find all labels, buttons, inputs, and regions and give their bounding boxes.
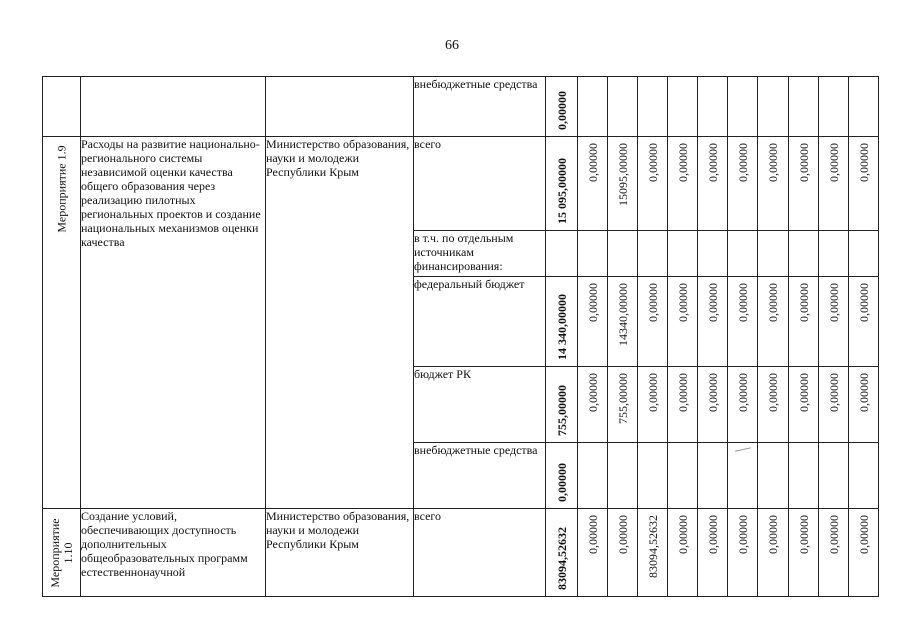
source-label: федеральный бюджет	[414, 277, 546, 367]
year-cell	[758, 231, 789, 277]
year-value: 0,00000	[856, 515, 871, 554]
source-label: внебюджетные средства	[414, 443, 546, 509]
source-label: внебюджетные средства	[414, 77, 546, 137]
year-cell	[819, 231, 849, 277]
year-cell	[819, 443, 849, 509]
year-value: 755,00000	[615, 373, 630, 424]
total-cell	[546, 137, 578, 231]
year-cell	[849, 443, 879, 509]
year-value: 0,00000	[766, 283, 780, 322]
year-value: 0,00000	[705, 143, 720, 182]
year-cell	[638, 509, 668, 597]
year-cell	[819, 77, 849, 137]
event-id-cell	[43, 137, 81, 509]
event-executor: Министерство образования, науки и молодежи Республики Крым	[266, 137, 414, 509]
year-cell	[728, 509, 758, 597]
year-value: 0,00000	[645, 373, 660, 412]
event-id-cell	[43, 509, 81, 597]
year-cell	[789, 77, 819, 137]
year-cell	[608, 231, 638, 277]
year-cell	[578, 277, 608, 367]
year-cell	[578, 509, 608, 597]
year-cell	[668, 231, 698, 277]
year-cell	[638, 367, 668, 443]
year-value: 83094,52632	[645, 515, 660, 578]
year-cell	[668, 137, 698, 231]
year-cell	[668, 367, 698, 443]
year-value: 0,00000	[826, 373, 841, 412]
year-value: 14340,00000	[615, 283, 630, 346]
year-cell	[698, 367, 728, 443]
year-value: 0,00000	[645, 143, 660, 182]
year-cell	[819, 367, 849, 443]
year-value: 0,00000	[735, 515, 750, 554]
year-value: 0,00000	[856, 143, 871, 182]
year-value: 0,00000	[585, 373, 600, 412]
year-cell	[789, 137, 819, 231]
event-id-cell	[43, 77, 81, 137]
year-value: 0,00000	[705, 515, 720, 554]
total-value: 0,00000	[554, 463, 569, 502]
year-cell	[638, 77, 668, 137]
table-row	[43, 77, 879, 137]
year-cell	[698, 231, 728, 277]
year-cell	[849, 509, 879, 597]
year-cell	[698, 509, 728, 597]
year-value: 0,00000	[585, 515, 600, 554]
year-value: 0,00000	[735, 373, 750, 412]
year-cell	[638, 137, 668, 231]
event-description: Создание условий, обеспечивающих доступность дополнительных общеобразовательных программ естественнонаучной	[81, 509, 266, 597]
source-label: бюджет РК	[414, 367, 546, 443]
year-cell	[728, 367, 758, 443]
year-cell	[728, 443, 758, 509]
year-cell	[758, 277, 789, 367]
total-cell	[546, 77, 578, 137]
year-cell	[789, 231, 819, 277]
year-cell	[728, 231, 758, 277]
year-cell	[849, 77, 879, 137]
year-value: 0,00000	[826, 515, 841, 554]
event-id: Мероприятие 1.9	[54, 145, 68, 233]
pen-mark	[735, 447, 751, 451]
year-cell	[608, 509, 638, 597]
year-cell	[789, 443, 819, 509]
year-cell	[578, 367, 608, 443]
event-id	[49, 518, 75, 587]
year-cell	[638, 443, 668, 509]
total-cell	[546, 367, 578, 443]
page-number: 66	[445, 38, 459, 53]
year-cell	[728, 137, 758, 231]
executor-cell	[266, 77, 414, 137]
year-cell	[578, 443, 608, 509]
year-cell	[789, 367, 819, 443]
year-value: 0,00000	[615, 515, 630, 554]
source-label: всего	[414, 509, 546, 597]
year-cell	[849, 367, 879, 443]
year-value: 0,00000	[705, 283, 720, 322]
year-value: 0,00000	[766, 143, 780, 182]
year-cell	[668, 277, 698, 367]
year-value: 0,00000	[645, 283, 660, 322]
total-value: 0,00000	[554, 91, 569, 130]
source-label: всего	[414, 137, 546, 231]
year-cell	[728, 77, 758, 137]
year-cell	[789, 509, 819, 597]
year-value: 0,00000	[585, 143, 600, 182]
year-cell	[849, 137, 879, 231]
year-value: 0,00000	[735, 143, 750, 182]
year-cell	[608, 137, 638, 231]
year-value: 0,00000	[766, 373, 780, 412]
year-cell	[758, 367, 789, 443]
year-value: 0,00000	[856, 283, 871, 322]
year-value: 0,00000	[585, 283, 600, 322]
year-cell	[758, 509, 789, 597]
year-value: 0,00000	[826, 143, 841, 182]
year-value: 0,00000	[675, 373, 690, 412]
year-value: 0,00000	[796, 515, 811, 554]
year-cell	[608, 277, 638, 367]
total-value: 14 340,00000	[554, 294, 569, 360]
year-cell	[789, 277, 819, 367]
year-value: 0,00000	[735, 283, 750, 322]
year-value: 0,00000	[705, 373, 720, 412]
year-cell	[698, 77, 728, 137]
year-cell	[758, 77, 789, 137]
year-cell	[638, 277, 668, 367]
year-cell	[698, 137, 728, 231]
year-cell	[668, 443, 698, 509]
year-cell	[758, 443, 789, 509]
year-cell	[668, 77, 698, 137]
total-value: 755,00000	[554, 385, 569, 436]
table-row	[43, 137, 879, 231]
total-cell	[546, 277, 578, 367]
event-executor: Министерство образования, науки и молодежи Республики Крым	[266, 509, 414, 597]
year-value: 0,00000	[675, 143, 690, 182]
year-cell	[638, 231, 668, 277]
year-cell	[819, 277, 849, 367]
event-id-number: 1.10	[60, 542, 75, 564]
year-cell	[849, 231, 879, 277]
year-cell	[578, 137, 608, 231]
total-value: 83094,52632	[554, 527, 569, 590]
year-cell	[849, 277, 879, 367]
year-cell	[578, 231, 608, 277]
event-id-line: Мероприятие	[47, 517, 62, 588]
total-value: 15 095,00000	[554, 158, 569, 224]
year-cell	[578, 77, 608, 137]
total-cell	[546, 509, 578, 597]
year-value: 15095,00000	[615, 143, 630, 206]
budget-table	[42, 76, 879, 597]
year-cell	[668, 509, 698, 597]
year-value: 0,00000	[796, 373, 811, 412]
total-cell	[546, 443, 578, 509]
year-value: 0,00000	[675, 515, 690, 554]
year-cell	[608, 443, 638, 509]
year-cell	[819, 509, 849, 597]
year-value: 0,00000	[675, 283, 690, 322]
year-value: 0,00000	[826, 283, 841, 322]
year-value: 0,00000	[856, 373, 871, 412]
year-cell	[758, 137, 789, 231]
table-row	[43, 509, 879, 597]
year-cell	[608, 367, 638, 443]
year-value: 0,00000	[796, 143, 811, 182]
year-value: 0,00000	[796, 283, 811, 322]
year-cell	[819, 137, 849, 231]
description-cell	[81, 77, 266, 137]
year-cell	[698, 277, 728, 367]
year-cell	[728, 277, 758, 367]
total-cell	[546, 231, 578, 277]
event-description: Расходы на развитие национально-регионального системы независимой оценки качества общего образования через реализацию пилотных региональных проектов и создание национальных механизмов оценки качества	[81, 137, 266, 509]
year-cell	[608, 77, 638, 137]
source-label: в т.ч. по отдельным источникам финансирования:	[414, 231, 546, 277]
year-value: 0,00000	[766, 515, 780, 554]
year-cell	[698, 443, 728, 509]
